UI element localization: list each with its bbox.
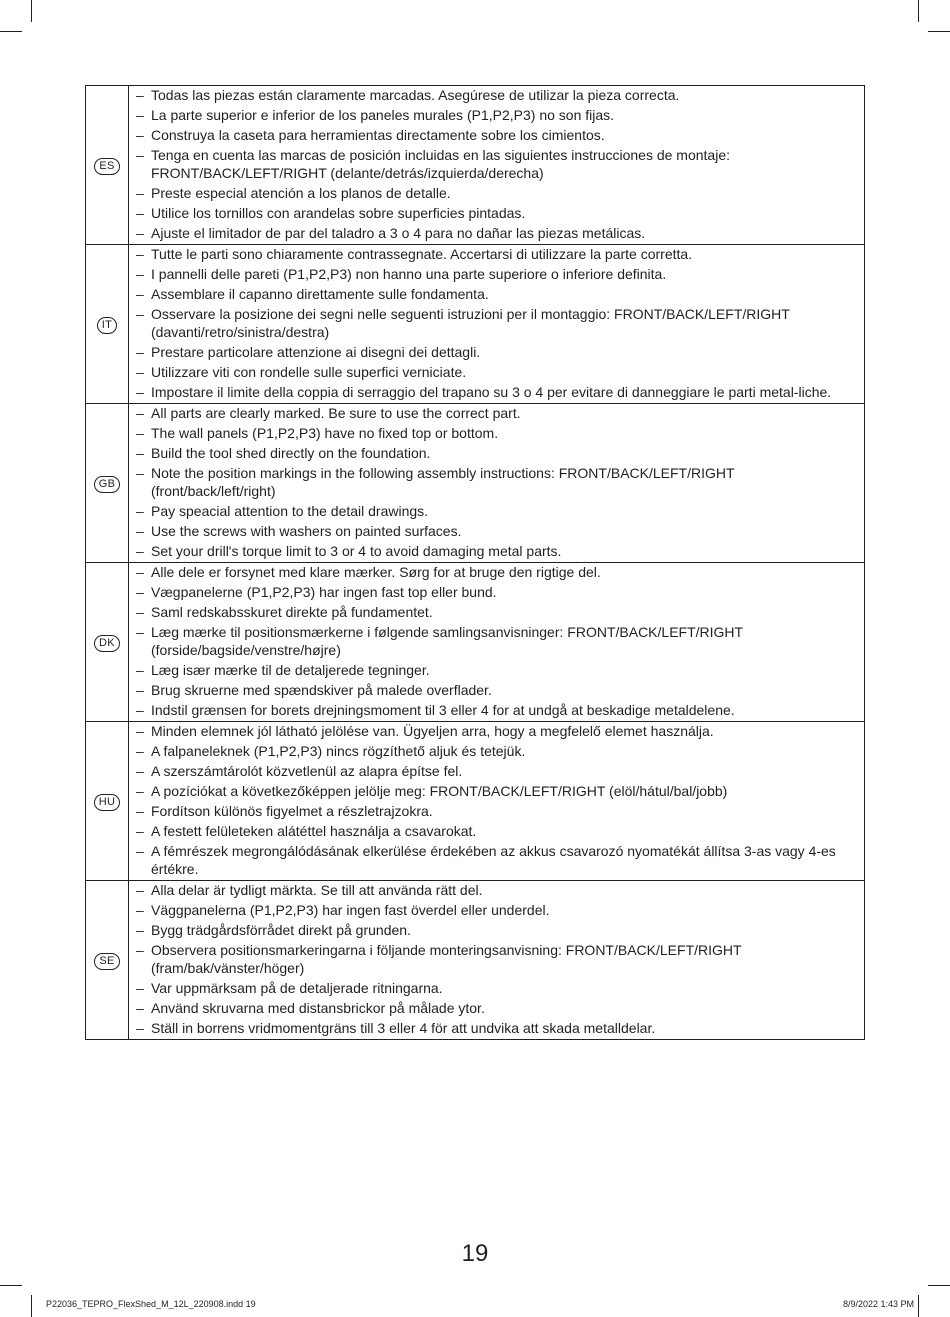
instruction-item: – Var uppmärksam på de detaljerade ritningarna. [129,979,850,997]
language-section-es [86,86,865,245]
instruction-list [129,881,850,1037]
instruction-list [129,245,850,401]
instruction-list [129,86,850,242]
instructions-table [85,85,865,1040]
instruction-item: – A szerszámtárolót közvetlenül az alapra építse fel. [129,762,850,780]
instruction-list-cell [129,245,865,404]
instruction-item: – Note the position markings in the following assembly instructions: FRONT/BACK/LEFT/RIGHT (front/back/left/right) [129,464,850,500]
instruction-item: – Build the tool shed directly on the foundation. [129,444,850,462]
instruction-item: – Bygg trädgårdsförrådet direkt på grunden. [129,921,850,939]
language-section-gb [86,404,865,563]
language-badge: ES [94,158,119,175]
language-code-cell [86,404,129,563]
instruction-list-cell [129,881,865,1040]
language-section-hu [86,722,865,881]
language-section-it [86,245,865,404]
crop-mark [918,0,919,22]
instruction-item: – Tenga en cuenta las marcas de posición incluidas en las siguientes instrucciones de montaje: FRONT/BACK/LEFT/RIGHT (delante/detrás/izquierda/derecha) [129,146,850,182]
crop-mark [928,1285,950,1286]
instruction-item: – Alle dele er forsynet med klare mærker. Sørg for at bruge den rigtige del. [129,563,850,581]
crop-mark [928,31,950,32]
instruction-item: – Use the screws with washers on painted surfaces. [129,522,850,540]
crop-mark [0,31,22,32]
instruction-item: – A fémrészek megrongálódásának elkerülése érdekében az akkus csavarozó nyomatékát állítsa 3-as vagy 4-es értékre. [129,842,850,878]
language-section-dk [86,563,865,722]
instruction-item: – Väggpanelerna (P1,P2,P3) har ingen fast överdel eller underdel. [129,901,850,919]
language-badge: IT [97,317,117,334]
language-code-cell [86,86,129,245]
footer-file-info: P22036_TEPRO_FlexShed_M_12L_220908.indd 19 [46,1299,256,1309]
instruction-item: – Osservare la posizione dei segni nelle seguenti istruzioni per il montaggio: FRONT/BACK/LEFT/RIGHT (davanti/retro/sinistra/destra) [129,305,850,341]
instruction-list-cell [129,86,865,245]
instruction-item: – Utilizzare viti con rondelle sulle superfici verniciate. [129,363,850,381]
instruction-item: – I pannelli delle pareti (P1,P2,P3) non hanno una parte superiore o inferiore definita. [129,265,850,283]
instruction-item: – Brug skruerne med spændskiver på malede overflader. [129,681,850,699]
language-badge: HU [94,794,121,811]
instruction-item: – Construya la caseta para herramientas directamente sobre los cimientos. [129,126,850,144]
instruction-item: – The wall panels (P1,P2,P3) have no fixed top or bottom. [129,424,850,442]
instruction-item: – A festett felületeken alátéttel használja a csavarokat. [129,822,850,840]
language-badge: SE [94,953,119,970]
instruction-item: – Tutte le parti sono chiaramente contrassegnate. Accertarsi di utilizzare la parte corretta. [129,245,850,263]
instruction-item: – Prestare particolare attenzione ai disegni dei dettagli. [129,343,850,361]
crop-mark [918,1295,919,1317]
instruction-item: – Læg især mærke til de detaljerede tegninger. [129,661,850,679]
language-code-cell [86,245,129,404]
instruction-item: – All parts are clearly marked. Be sure to use the correct part. [129,404,850,422]
instruction-list [129,722,850,878]
instruction-item: – Preste especial atención a los planos de detalle. [129,184,850,202]
instruction-item: – Todas las piezas están claramente marcadas. Asegúrese de utilizar la pieza correcta. [129,86,850,104]
instruction-item: – Impostare il limite della coppia di serraggio del trapano su 3 o 4 per evitare di danneggiare le parti metal-liche. [129,383,850,401]
language-section-se [86,881,865,1040]
language-code-cell [86,881,129,1040]
instruction-item: – Vægpanelerne (P1,P2,P3) har ingen fast top eller bund. [129,583,850,601]
instruction-list-cell [129,563,865,722]
instruction-item: – Ajuste el limitador de par del taladro a 3 o 4 para no dañar las piezas metálicas. [129,224,850,242]
language-badge: DK [94,635,120,652]
instruction-item: – Ställ in borrens vridmomentgräns till 3 eller 4 för att undvika att skada metalldelar. [129,1019,850,1037]
instruction-list [129,563,850,719]
crop-mark [0,1285,22,1286]
instruction-item: – A pozíciókat a következőképpen jelölje meg: FRONT/BACK/LEFT/RIGHT (elöl/hátul/bal/jobb) [129,782,850,800]
crop-mark [31,0,32,22]
crop-mark [31,1295,32,1317]
language-badge: GB [94,476,121,493]
instruction-item: – Alla delar är tydligt märkta. Se till att använda rätt del. [129,881,850,899]
instruction-item: – Indstil grænsen for borets drejningsmoment til 3 eller 4 for at undgå at beskadige metaldelene. [129,701,850,719]
instruction-item: – Saml redskabsskuret direkte på fundamentet. [129,603,850,621]
page-number: 19 [461,1240,489,1267]
language-code-cell [86,563,129,722]
instruction-item: – Observera positionsmarkeringarna i följande monteringsanvisning: FRONT/BACK/LEFT/RIGHT (fram/bak/vänster/höger) [129,941,850,977]
instruction-item: – La parte superior e inferior de los paneles murales (P1,P2,P3) no son fijas. [129,106,850,124]
instruction-item: – Læg mærke til positionsmærkerne i følgende samlingsanvisninger: FRONT/BACK/LEFT/RIGHT (forside/bagside/venstre/højre) [129,623,850,659]
language-code-cell [86,722,129,881]
instruction-list-cell [129,722,865,881]
instruction-list [129,404,850,560]
instruction-item: – Utilice los tornillos con arandelas sobre superficies pintadas. [129,204,850,222]
instruction-item: – A falpaneleknek (P1,P2,P3) nincs rögzíthető aljuk és tetejük. [129,742,850,760]
instruction-item: – Minden elemnek jól látható jelölése van. Ügyeljen arra, hogy a megfelelő elemet használja. [129,722,850,740]
instruction-item: – Assemblare il capanno direttamente sulle fondamenta. [129,285,850,303]
instruction-item: – Fordítson különös figyelmet a részletrajzokra. [129,802,850,820]
instruction-list-cell [129,404,865,563]
instruction-item: – Pay speacial attention to the detail drawings. [129,502,850,520]
footer-date: 8/9/2022 1:43 PM [842,1299,914,1309]
instruction-item: – Set your drill's torque limit to 3 or 4 to avoid damaging metal parts. [129,542,850,560]
instruction-item: – Använd skruvarna med distansbrickor på målade ytor. [129,999,850,1017]
